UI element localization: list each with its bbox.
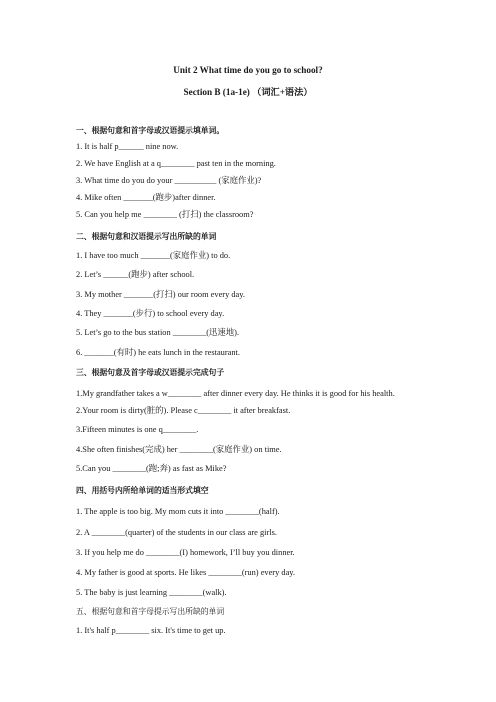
exercise-item: 2. We have English at a q________ past ten in the morning. — [76, 159, 276, 168]
exercise-item: 5. Let’s go to the bus station ________(迅速地). — [76, 328, 240, 337]
exercise-item: 5. Can you help me ________ (打扫) the classroom? — [76, 210, 254, 219]
exercise-item: 4. Mike often _______(跑步)after dinner. — [76, 193, 216, 202]
exercise-item: 3. If you help me do ________(I) homework, I’ll buy you dinner. — [76, 548, 295, 557]
exercise-item: 1. It's half p________ six. It's time to get up. — [76, 626, 226, 635]
exercise-item: 1.My grandfather takes a w________ after dinner every day. He thinks it is good for his health. — [76, 389, 395, 398]
page-title: Unit 2 What time do you go to school? — [173, 65, 323, 75]
exercise-item: 5. The baby is just learning ________(walk). — [76, 588, 227, 597]
section-4-heading: 四、用括号内所给单词的适当形式填空 — [76, 486, 209, 495]
exercise-item: 6. _______(有时) he eats lunch in the restaurant. — [76, 348, 240, 357]
exercise-item: 4.She often finishes(完成) her ________(家庭作业) on time. — [76, 445, 282, 454]
exercise-item: 1. It is half p______ nine now. — [76, 142, 179, 151]
section-2-heading: 二、根据句意和汉语提示写出所缺的单词 — [76, 232, 217, 241]
section-3-heading: 三、根据句意及首字母或汉语提示完成句子 — [76, 368, 225, 377]
section-1-heading: 一、根据句意和首字母或汉语提示填单词。 — [76, 126, 225, 135]
exercise-item: 3. What time do you do your __________ (家庭作业)? — [76, 176, 262, 185]
exercise-item: 3. My mother _______(打扫) our room every day. — [76, 290, 246, 299]
exercise-item: 3.Fifteen minutes is one q________. — [76, 425, 199, 434]
page-subtitle: Section B (1a-1e) （词汇+语法） — [183, 87, 313, 97]
exercise-item: 2.Your room is dirty(脏的). Please c________ it after breakfast. — [76, 406, 291, 415]
exercise-item: 5.Can you ________(跑;奔) as fast as Mike? — [76, 464, 227, 473]
exercise-item: 1. I have too much _______(家庭作业) to do. — [76, 251, 231, 260]
exercise-item: 2. Let’s ______(跑步) after school. — [76, 270, 195, 279]
exercise-item: 1. The apple is too big. My mom cuts it into ________(half). — [76, 507, 280, 516]
exercise-item: 4. My father is good at sports. He likes ________(run) every day. — [76, 568, 296, 577]
section-5-heading: 五、根据句意和首字母提示写出所缺的单词 — [76, 607, 225, 616]
exercise-item: 2. A ________(quarter) of the students in our class are girls. — [76, 528, 277, 537]
exercise-item: 4. They _______(步行) to school every day. — [76, 309, 225, 318]
